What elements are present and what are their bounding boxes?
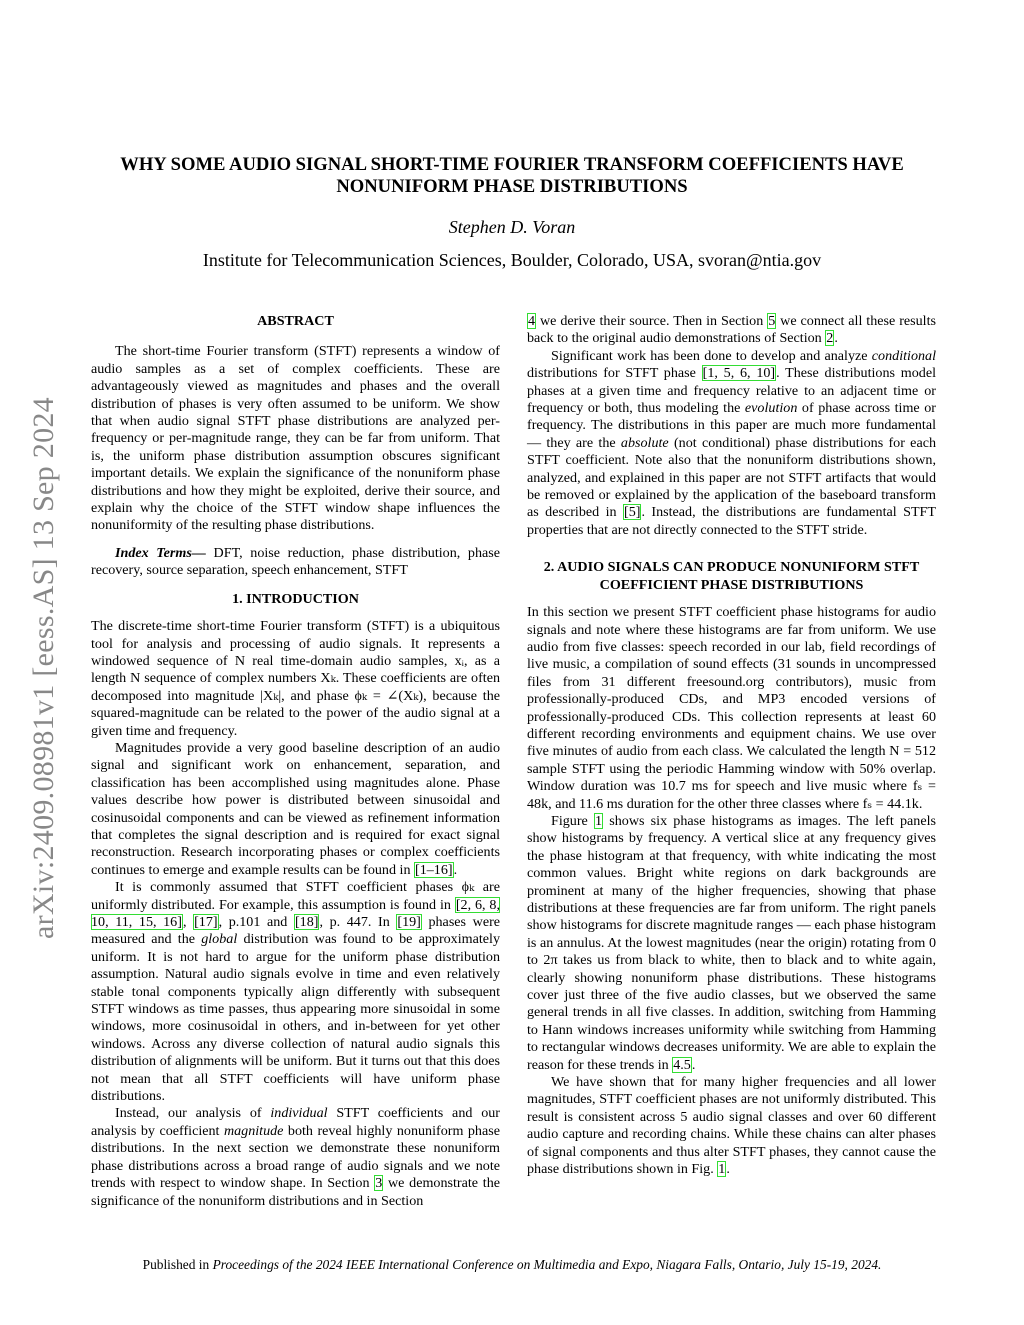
- section-2-paragraph-1: In this section we present STFT coefficient phase histograms for audio signals and note where these histograms are far from uniform. We use audio from five classes: speech recorded in our lab, field recordings of live music, a compilation of sound effects (31 sounds in uncompressed files from 31 different freesound.org contributors), music from professionally-produced CDs, and MP3 encoded versions of professionally-produced CDs. This collection represents at least 60 different recording environments and equipment chains. We use over five minutes of audio from each class. We calculated the length N = 512 sample STFT using the periodic Hamming window with 50% overlap. Window duration was 10.7 ms for speech and live music where fₛ = 48k, and 11.6 ms duration for the other three classes where fₛ = 44.1k.: [527, 604, 936, 812]
- citation-link[interactable]: [19]: [397, 914, 421, 930]
- citation-link[interactable]: [17]: [194, 914, 218, 930]
- figure-link[interactable]: 1: [595, 812, 603, 829]
- intro-paragraph-5: Significant work has been done to develop and analyze conditional distributions for STFT phase [1, 5, 6, 10]. These distributions model phases at a given time and frequency relative to an adjacent time or frequency or both, thus modeling the evolution of phase across time or frequency. The distributions in this paper are much more fundamental — they are the absolute (not conditional) phase distributions for each STFT coefficient. Note also that the nonuniform distributions shown, analyzed, and explained in this paper are not STFT artifacts that would be removed or explained by the application of the baseboard transform as described in [5]. Instead, the distributions are fundamental STFT properties that are not directly connected to the STFT stride.: [527, 347, 937, 538]
- intro-paragraph-4: Instead, our analysis of individual STFT coefficients and our analysis by coefficient magnitude both reveal highly nonuniform phase distributions. In the next section we demonstrate these nonuniform phase distributions across a broad range of audio signals and we note trends with respect to window shape. In Section 3 we demonstrate the significance of the nonuniform distributions and in Section: [91, 1105, 500, 1209]
- figure-link[interactable]: 1: [718, 1161, 726, 1178]
- citation-link[interactable]: [1–16]: [415, 861, 453, 878]
- abstract-text: The short-time Fourier transform (STFT) represents a window of audio samples as a set of complex coefficients. These are advantageously viewed as magnitudes and phases and the overall distribution of phases is very often assumed to be uniform. We show that when audio signal STFT phase distributions are analyzed per-frequency or per-magnitude range, they can be far from uniform. That is, the uniform phase distribution assumption obscures significant important details. We explain the significance of the nonuniform phase distributions and how they might be exploited, derive their source, and explain why the choice of the STFT window shape influences the nonuniformity of the resulting phase distributions.: [91, 343, 500, 534]
- citation-link[interactable]: [1, 5, 6, 10]: [702, 365, 776, 382]
- section-link[interactable]: 4: [528, 313, 536, 329]
- publication-footer: Published in Proceedings of the 2024 IEEE International Conference on Multimedia and Expo, Niagara Falls, Ontario, July 15-19, 2024.: [142, 1257, 882, 1272]
- section-link[interactable]: 2: [826, 330, 834, 347]
- paper-title: [60, 154, 964, 198]
- section-link[interactable]: 4.5: [673, 1056, 691, 1073]
- citation-link[interactable]: [18]: [294, 914, 319, 930]
- section-1-heading: 1. INTRODUCTION: [232, 590, 359, 607]
- section-2-paragraph-2: Figure 1 shows six phase histograms as images. The left panels show histograms by frequency. A vertical slice at any frequency gives the phase histogram at that frequency, with white indicating the most common values. Bright white regions on dark backgrounds are prominent at many of the higher frequencies, showing that phase distributions at these frequencies are far from uniform. The right panels show histograms for discrete magnitude ranges — each phase histogram is an annulus. At the lowest magnitudes (near the origin) rotating from 0 to 2π takes us from black to white, then to black and to white again, clearly showing nonuniform phase distributions. These histograms cover just three of the five audio classes, but we observed the same general trends in all five classes. In addition, switching from Hamming to Hann windows increases uniformity while switching from Hamming to rectangular windows decreases uniformity. We are able to explain the reason for these trends in 4.5.: [527, 812, 937, 1073]
- title-line-1: WHY SOME AUDIO SIGNAL SHORT-TIME FOURIER TRANSFORM COEFFICIENTS HAVE: [120, 154, 904, 175]
- abstract-heading: ABSTRACT: [257, 313, 334, 329]
- arxiv-identifier: arXiv:2409.08981v1 [eess.AS] 13 Sep 2024: [27, 397, 60, 939]
- index-terms: [91, 545, 500, 580]
- index-terms-label: Index Terms—: [115, 544, 206, 561]
- section-link[interactable]: 5: [768, 313, 776, 329]
- arxiv-sidebar: [22, 348, 66, 988]
- citation-link[interactable]: [2, 6, 8, 10, 11, 15, 16]: [91, 896, 501, 930]
- author-affiliation: Institute for Telecommunication Sciences, Boulder, Colorado, USA, svoran@ntia.gov: [202, 250, 822, 270]
- left-column: [91, 313, 500, 1210]
- citation-link[interactable]: [5]: [624, 504, 641, 521]
- right-column: [527, 313, 936, 1179]
- index-terms-text: DFT, noise reduction, phase distribution, phase recovery, source separation, speech enhancement, STFT: [91, 544, 500, 579]
- section-2-paragraph-3: We have shown that for many higher frequencies and all lower magnitudes, STFT coefficient phases are not uniformly distributed. This result is consistent across 5 audio signal classes and over 60 different audio capture and recording chains. While these chains can alter phases of signal components and thus alter STFT phases, they cannot cause the phase distributions shown in Fig. 1.: [527, 1074, 936, 1178]
- intro-paragraph-4-cont: 4 we derive their source. Then in Section 5 we connect all these results back to the original audio demonstrations of Section 2.: [527, 313, 936, 347]
- section-link[interactable]: 3: [375, 1175, 383, 1192]
- intro-paragraph-3: It is commonly assumed that STFT coefficient phases ϕₖ are uniformly distributed. For example, this assumption is found in [2, 6, 8, 10, 11, 15, 16], [17], p.101 and [18], p. 447. In [19] phases were measured and the global distribution was found to be approximately uniform. It is not hard to argue for the uniform phase distribution assumption. Natural audio signals evolve in time and even relatively stable tonal components typically align differently with subsequent STFT windows as time passes, thus appearing more sinusoidal in some windows, more cosinusoidal in others, and in-between for yet other windows. Across any diverse collection of natural audio signals this distribution of alignments will be uniform. But it turns out that this does not mean that all STFT coefficients will have uniform phase distributions.: [91, 879, 501, 1105]
- intro-paragraph-2: Magnitudes provide a very good baseline description of an audio signal and significant work on enhancement, separation, and classification has been accomplished using magnitudes alone. Phase values describe how power is distributed between sinusoidal and cosinusoidal components and can be viewed as refinement information that completes the signal description and is required for exact signal reconstruction. Research incorporating phases or complex coefficients continues to emerge and example results can be found in [1–16].: [91, 739, 500, 878]
- title-line-2: NONUNIFORM PHASE DISTRIBUTIONS: [336, 176, 688, 197]
- intro-paragraph-1: The discrete-time short-time Fourier transform (STFT) is a ubiquitous tool for analysis and processing of audio signals. It represents a windowed sequence of N real time-domain audio samples, xᵢ, as a length N sequence of complex numbers Xₖ. These coefficients are often decomposed into magnitude |Xₖ|, and phase ϕₖ = ∠(Xₖ), because the squared-magnitude can be related to the power of the audio signal at a given time and frequency.: [91, 618, 500, 739]
- section-2-heading: 2. AUDIO SIGNALS CAN PRODUCE NONUNIFORM STFT COEFFICIENT PHASE DISTRIBUTIONS: [543, 559, 920, 593]
- author-name: Stephen D. Voran: [448, 217, 576, 237]
